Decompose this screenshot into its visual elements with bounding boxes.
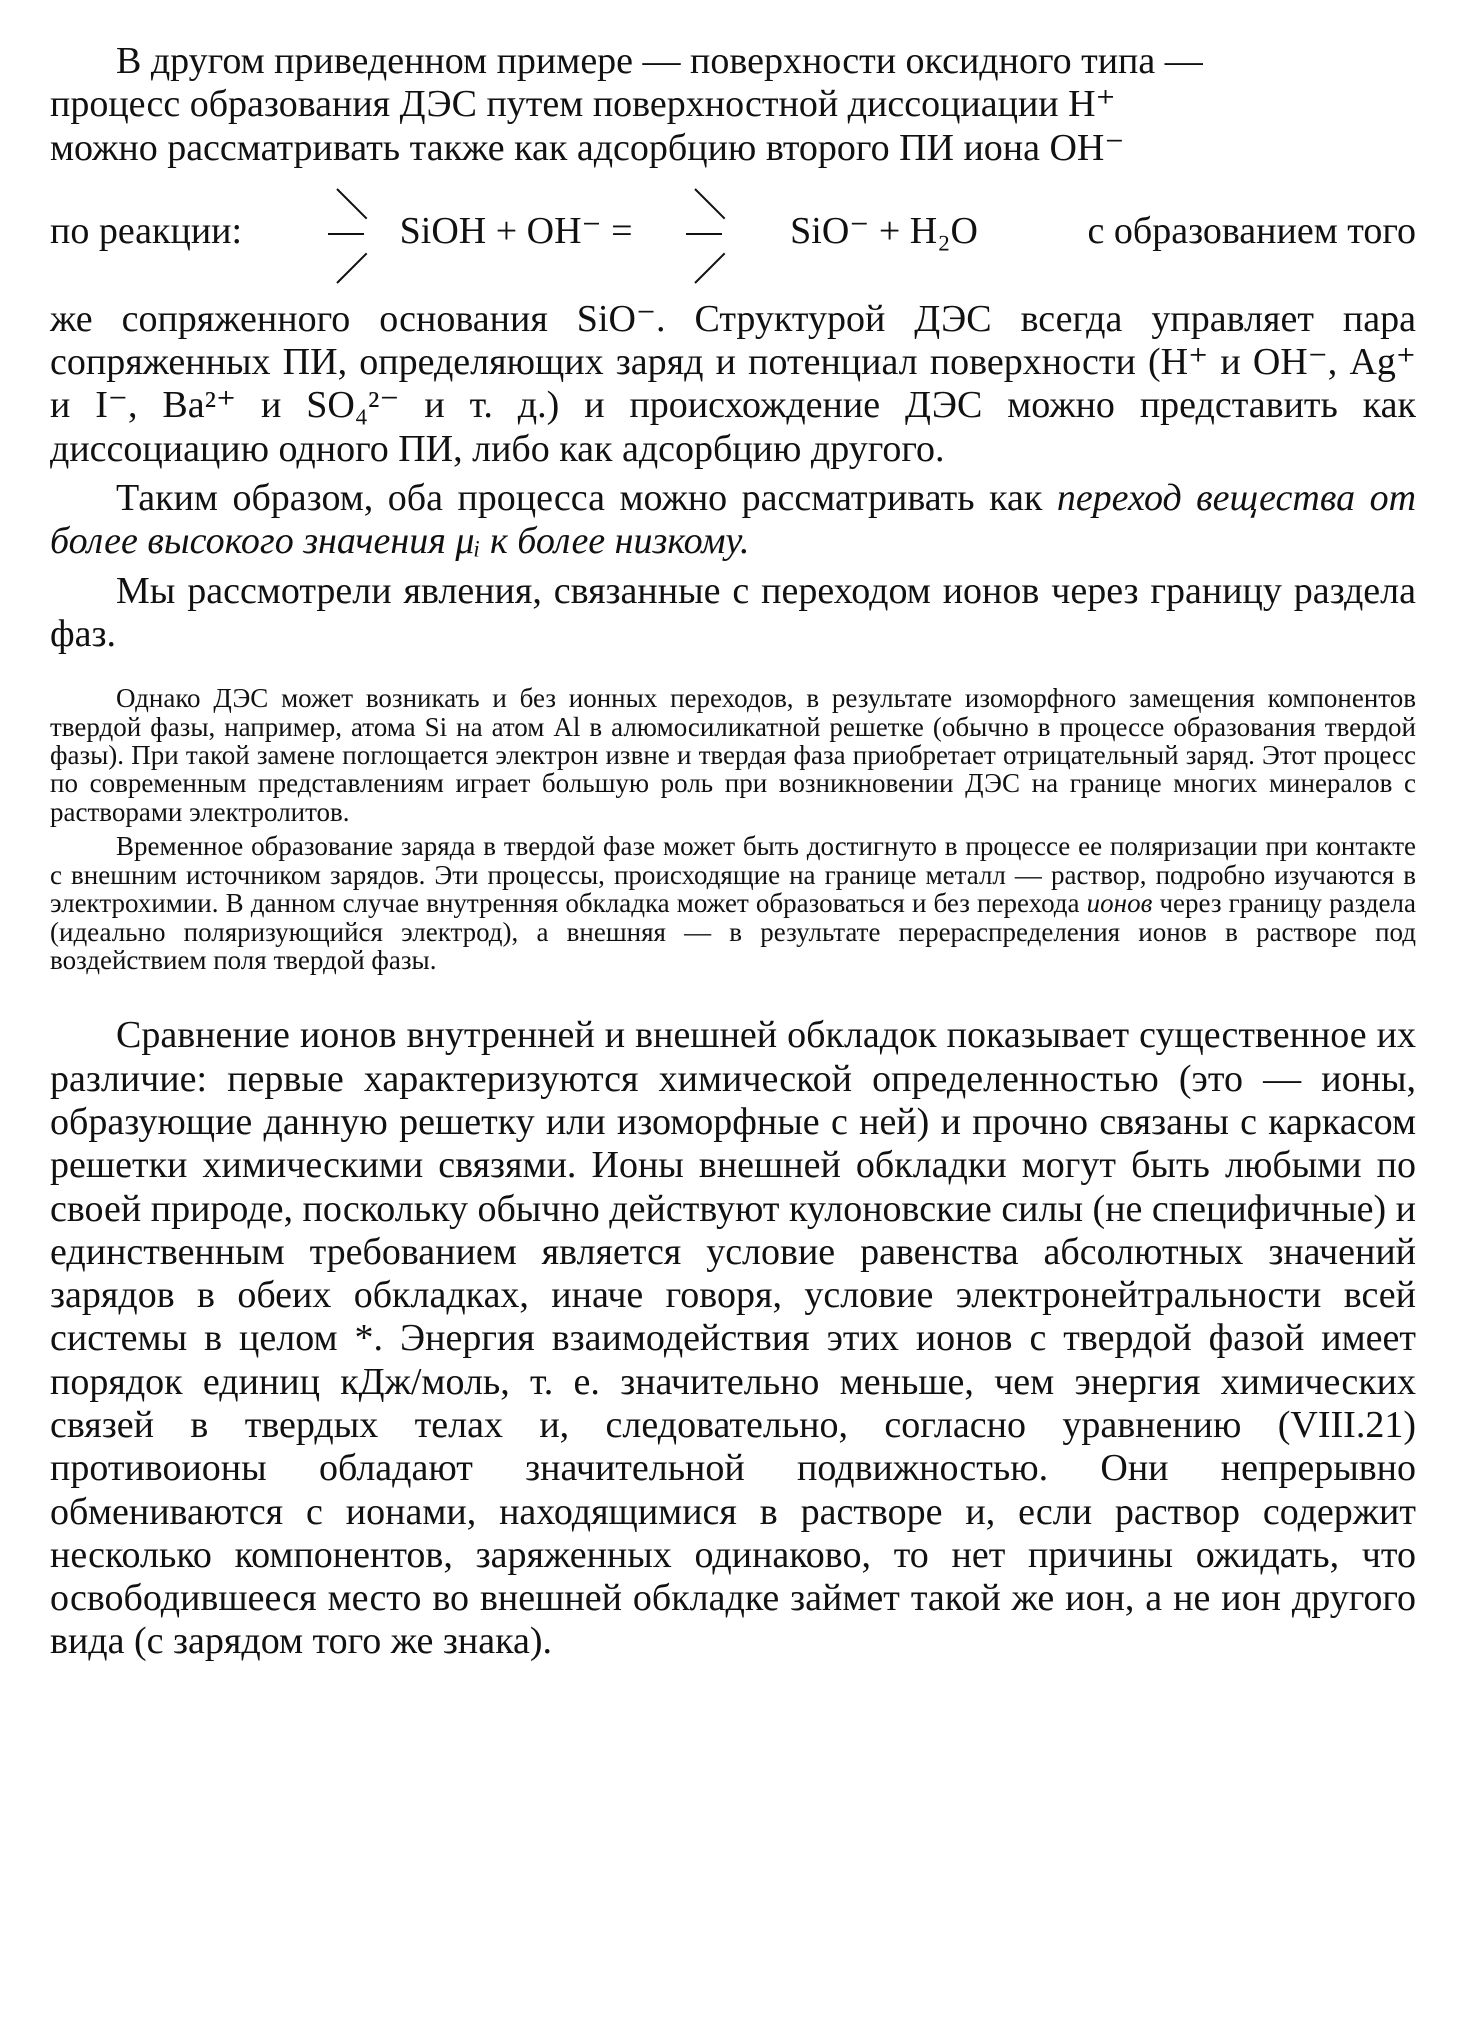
paragraph-2-italic: переход вещества от более высокого значения μᵢ к более низкому. — [50, 477, 1417, 563]
bond-line — [694, 252, 725, 283]
page — [50, 40, 1416, 1664]
paragraph-3: Мы рассмотрели явления, связанные с переходом ионов через границу раздела фаз. — [50, 569, 1416, 655]
equation-right-side: SiO⁻ + H₂O — [790, 209, 978, 252]
small-paragraph-2-b: через границу раздела (идеально поляризующийся электрод), а внешняя — в результате перераспределения ионов в растворе под воздействием поля твердой фазы. — [50, 888, 1416, 975]
paragraph-2-text: Таким образом, оба процесса можно рассматривать как — [116, 477, 1043, 520]
paragraph-2 — [50, 477, 1416, 564]
small-paragraph-1: Однако ДЭС может возникать и без ионных переходов, в результате изоморфного замещения компонентов твердой фазы, например, атома Si на атом Al в алюмосиликатной решетке (обычно в процессе образования твердой фазы). При такой замене поглощается электрон извне и твердая фаза приобретает отрицательный заряд. Этот процесс по современным представлениям играет большую роль при возникновении ДЭС на границе многих минералов с растворами электролитов. — [50, 683, 1416, 827]
paragraph-1-rest: же сопряженного основания SiO⁻. Структурой ДЭС всегда управляет пара сопряженных ПИ, определяющих заряд и потенциал поверхности (Н⁺ и ОН⁻, Ag⁺ и I⁻, Ba²⁺ и SO₄²⁻ и т. д.) и происхождение ДЭС можно представить как диссоциацию одного ПИ, либо как адсорбцию другого. — [50, 297, 1416, 470]
paragraph-1-line-3: можно рассматривать также как адсорбцию второго ПИ иона ОН⁻ — [50, 126, 1125, 169]
small-paragraph-2 — [50, 832, 1416, 974]
paragraph-1-line-2: процесс образования ДЭС путем поверхностной диссоциации Н⁺ — [50, 83, 1116, 126]
paragraph-1-line-1: В другом приведенном примере — поверхности оксидного типа — — [116, 40, 1203, 82]
equation-suffix: с образованием того — [1087, 209, 1416, 252]
equation-left-side: SiOH + OH⁻ = — [399, 209, 633, 252]
bond-line — [336, 252, 367, 283]
paragraph-4: Сравнение ионов внутренней и внешней обкладок показывает существенное их различие: первые характеризуются химической определенностью (это — ионы, образующие данную решетку или изоморфные с ней) и прочно связаны с каркасом решетки химическими связями. Ионы внешней обкладки могут быть любыми по своей природе, поскольку обычно действуют кулоновские силы (не специфичные) и единственным требованием является условие равенства абсолютных значений зарядов в обеих обкладках, иначе говоря, условие электронейтральности всей системы в целом *. Энергия взаимодействия этих ионов с твердой фазой имеет порядок единиц кДж/моль, т. е. значительно меньше, чем энергия химических связей в твердых телах и, следовательно, согласно уравнению (VIII.21) противоионы обладают значительной подвижностью. Они непрерывно обмениваются с ионами, находящимися в растворе и, если раствор содержит несколько компонентов, заряженных одинаково, то нет причины ожидать, что освободившееся место во внешней обкладке займет такой же ион, а не ион другого вида (с зарядом того же знака). — [50, 1014, 1416, 1663]
small-paragraph-2-italic: ионов — [1086, 888, 1153, 919]
reaction-equation — [50, 170, 1416, 298]
small-paragraph-2-a: Временное образование заряда в твердой фазе может быть достигнуто в процессе ее поляризации при контакте с внешним источником зарядов. Эти процессы, происходящие на границе металл — раствор, подробно изучаются в электрохимии. В данном случае внутренняя обкладка может образоваться и без перехода — [50, 831, 1416, 919]
equation-prefix: по реакции: — [50, 209, 243, 252]
